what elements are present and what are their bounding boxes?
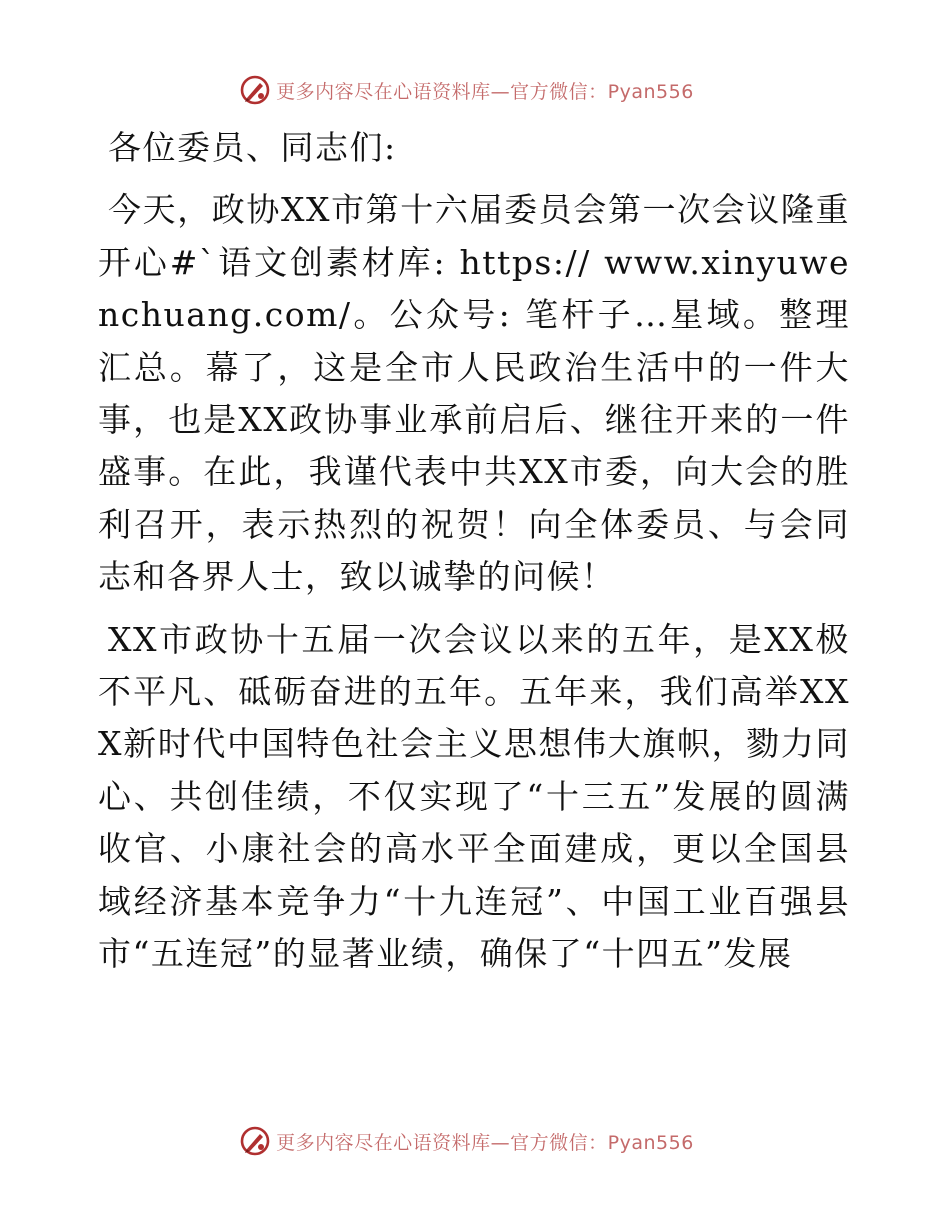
watermark-text: 更多内容尽在心语资料库—官方微信：Pyan556 — [276, 1131, 694, 1154]
paragraph-1: 今天，政协XX市第十六届委员会第一次会议隆重开心#`语文创素材库: https:// www.xinyuwenchuang.com/。公众号: 笔杆子…星域。整理汇总。幕了，这是全市人民政治生活中的一件大事，也是XX政协事业承前启后、继往开来的一件盛事。在此，我谨代表中共XX市委，向大会的胜利召开，表示热烈的祝贺！向全体委员、与会同志和各界人士，致以诚挚的问候！ — [98, 190, 850, 597]
pen-logo-icon — [238, 1124, 272, 1158]
pen-logo-icon — [238, 73, 272, 107]
header-watermark — [0, 70, 950, 110]
watermark-text: 更多内容尽在心语资料库—官方微信：Pyan556 — [276, 80, 694, 103]
greeting: 各位委员、同志们: — [108, 128, 397, 167]
paragraph-2: XX市政协十五届一次会议以来的五年，是XX极不平凡、砥砺奋进的五年。五年来，我们高举XXX新时代中国特色社会主义思想伟大旗帜，勠力同心、共创佳绩，不仅实现了“十三五”发展的圆满收官、小康社会的高水平全面建成，更以全国县域经济基本竞争力“十九连冠”、中国工业百强县市“五连冠”的显著业绩，确保了“十四五”发展 — [98, 619, 850, 974]
footer-watermark — [0, 1121, 950, 1161]
document-body — [98, 122, 850, 981]
